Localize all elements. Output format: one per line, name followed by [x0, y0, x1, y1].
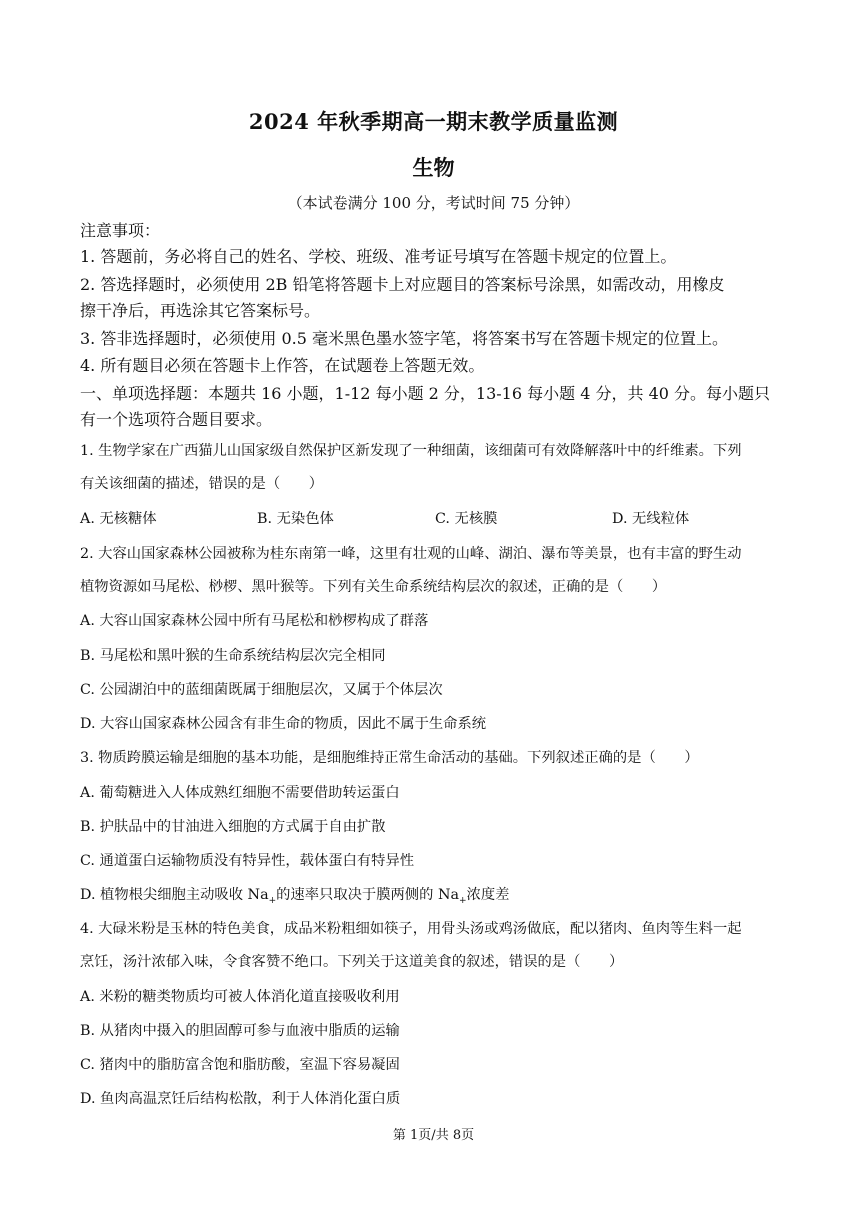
- notice-item-2-line-2: 擦干净后，再选涂其它答案标号。: [80, 301, 321, 320]
- q1-option-b: B. 无染色体: [257, 511, 334, 527]
- q1-option-d: D. 无线粒体: [612, 511, 690, 527]
- q4-option-d: D. 鱼肉高温烹饪后结构松散，利于人体消化蛋白质: [80, 1091, 401, 1107]
- q3-option-b: B. 护肤品中的甘油进入细胞的方式属于自由扩散: [80, 819, 386, 835]
- exam-info: （本试卷满分 100 分，考试时间 75 分钟）: [287, 194, 580, 212]
- q3-option-d-superscript-2: +: [458, 895, 467, 906]
- q3-option-d-superscript-1: +: [268, 895, 277, 906]
- notice-item-4: 4. 所有题目必须在答题卡上作答，在试题卷上答题无效。: [80, 356, 485, 375]
- q3-option-a: A. 葡萄糖进入人体成熟红细胞不需要借助转运蛋白: [80, 785, 400, 801]
- q4-option-c: C. 猪肉中的脂肪富含饱和脂肪酸，室温下容易凝固: [80, 1057, 400, 1073]
- q3-option-d-part-2: 的速率只取决于膜两侧的 Na: [276, 887, 459, 903]
- q4-stem-line-2: 烹饪，汤汁浓郁入味，令食客赞不绝口。下列关于这道美食的叙述，错误的是（ ）: [80, 954, 624, 970]
- notice-item-3: 3. 答非选择题时，必须使用 0.5 毫米黑色墨水签字笔，将答案书写在答题卡规定的位置上。: [80, 329, 728, 348]
- q3-option-d-part-3: 浓度差: [466, 887, 510, 903]
- notice-item-2-line-1: 2. 答选择题时，必须使用 2B 铅笔将答题卡上对应题目的答案标号涂黑，如需改动，用橡皮: [80, 275, 725, 294]
- q2-option-d: D. 大容山国家森林公园含有非生命的物质，因此不属于生命系统: [80, 716, 487, 732]
- section-heading-line-1: 一、单项选择题：本题共 16 小题，1-12 每小题 2 分，13-16 每小题 4 分，共 40 分。每小题只: [80, 384, 771, 403]
- q1-stem-line-1: 1. 生物学家在广西猫儿山国家级自然保护区新发现了一种细菌，该细菌可有效降解落叶中的纤维素。下列: [80, 443, 742, 459]
- q4-option-a: A. 米粉的糖类物质均可被人体消化道直接吸收利用: [80, 989, 400, 1005]
- exam-title: 2024 年秋季期高一期末教学质量监测: [248, 109, 619, 134]
- q2-option-c: C. 公园湖泊中的蓝细菌既属于细胞层次，又属于个体层次: [80, 682, 443, 698]
- notice-heading: 注意事项：: [80, 221, 161, 240]
- q4-stem-line-1: 4. 大碌米粉是玉林的特色美食，成品米粉粗细如筷子，用骨头汤或鸡汤做底，配以猪肉、鱼肉等生料一起: [80, 921, 742, 937]
- q2-stem-line-1: 2. 大容山国家森林公园被称为桂东南第一峰，这里有壮观的山峰、湖泊、瀑布等美景，也有丰富的野生动: [80, 546, 742, 562]
- q2-stem-line-2: 植物资源如马尾松、桫椤、黑叶猴等。下列有关生命系统结构层次的叙述，正确的是（ ）: [80, 579, 667, 595]
- subject-title: 生物: [412, 155, 455, 180]
- q3-option-d-part-1: D. 植物根尖细胞主动吸收 Na: [80, 887, 269, 903]
- section-heading-line-2: 有一个选项符合题目要求。: [80, 410, 273, 429]
- q1-stem-line-2: 有关该细菌的描述，错误的是（ ）: [80, 476, 324, 492]
- q1-option-a: A. 无核糖体: [80, 511, 157, 527]
- notice-item-1: 1. 答题前，务必将自己的姓名、学校、班级、准考证号填写在答题卡规定的位置上。: [80, 247, 677, 266]
- q3-option-d: [80, 884, 790, 906]
- q3-option-c: C. 通道蛋白运输物质没有特异性，载体蛋白有特异性: [80, 853, 415, 869]
- q2-option-b: B. 马尾松和黑叶猴的生命系统结构层次完全相同: [80, 648, 386, 664]
- q2-option-a: A. 大容山国家森林公园中所有马尾松和桫椤构成了群落: [80, 613, 429, 629]
- q3-stem-line-1: 3. 物质跨膜运输是细胞的基本功能，是细胞维持正常生命活动的基础。下列叙述正确的是（ ）: [80, 750, 699, 766]
- page-number: 第 1页/共 8页: [392, 1128, 475, 1143]
- q1-option-c: C. 无核膜: [435, 511, 498, 527]
- q4-option-b: B. 从猪肉中摄入的胆固醇可参与血液中脂质的运输: [80, 1023, 400, 1039]
